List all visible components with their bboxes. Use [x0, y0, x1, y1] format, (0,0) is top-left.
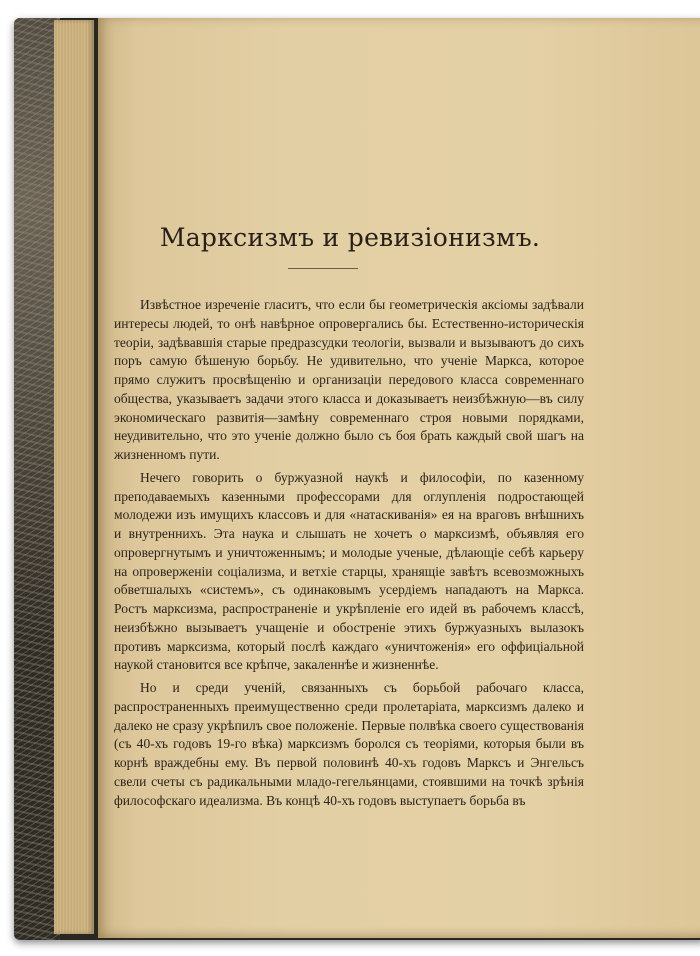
paragraph-1: Извѣстное изреченіе гласитъ, что если бы геометрическія аксіомы задѣвали интересы людей, то онѣ навѣрное опровергались бы. Естественно-историческія теоріи, задѣвавшія старые предразсудки теологіи, вызвали и вызываютъ до сихъ поръ самую бѣшеную борьбу. Не удивительно, что ученіе Маркса, которое прямо служитъ просвѣщенію и организаціи передового класса современнаго общества, указываетъ задачи этого класса и доказываетъ неизбѣжную—въ силу экономическаго развитія—замѣну современнаго строя новыми порядками, неудивительно, что это ученіе должно было съ боя брать каждый свой шагъ на жизненномъ пути.	[114, 297, 584, 462]
body-text	[114, 296, 584, 814]
title-divider	[288, 268, 358, 269]
paragraph-2: Нечего говорить о буржуазной наукѣ и философіи, по казенному преподаваемыхъ казенными профессорами для оглупленія подростающей молодежи изъ имущихъ классовъ и для «натаскиванія» ея на враговъ внѣшнихъ и внутреннихъ. Эта наука и слышать не хочетъ о марксизмѣ, объявляя его опровергнутымъ и уничтоженнымъ; и молодые ученые, дѣлающіе себѣ карьеру на опроверженіи соціализма, и ветхіе старцы, хранящіе завѣтъ всевозможныхъ обветшалыхъ «системъ», съ одинаковымъ усердіемъ нападаютъ на Маркса. Ростъ марксизма, распространеніе и укрѣпленіе его идей въ рабочемъ классѣ, неизбѣжно вызываетъ учащеніе и обостреніе этихъ буржуазныхъ вылазокъ противъ марксизма, который послѣ каждаго «уничтоженія» его оффиціальной наукой становится все крѣпче, закаленнѣе и жизненнѣе.	[114, 469, 584, 673]
paragraph-3: Но и среди ученій, связанныхъ съ борьбой рабочаго класса, распространенныхъ преимущественно среди пролетаріата, марксизмъ далеко и далеко не сразу укрѣпилъ свое положеніе. Первые полвѣка своего существованія (съ 40-хъ годовъ 19-го вѣка) марксизмъ боролся съ теоріями, которыя были въ корнѣ враждебны ему. Въ первой половинѣ 40-хъ годовъ Марксъ и Энгельсъ свели счеты съ радикальными младо-гегельянцами, стоявшими на точкѣ зрѣнія философскаго идеализма. Въ концѣ 40-хъ годовъ выступаетъ борьба въ	[114, 680, 584, 808]
page-edges	[54, 20, 94, 934]
chapter-title: Марксизмъ и ревизіонизмъ.	[159, 223, 541, 252]
